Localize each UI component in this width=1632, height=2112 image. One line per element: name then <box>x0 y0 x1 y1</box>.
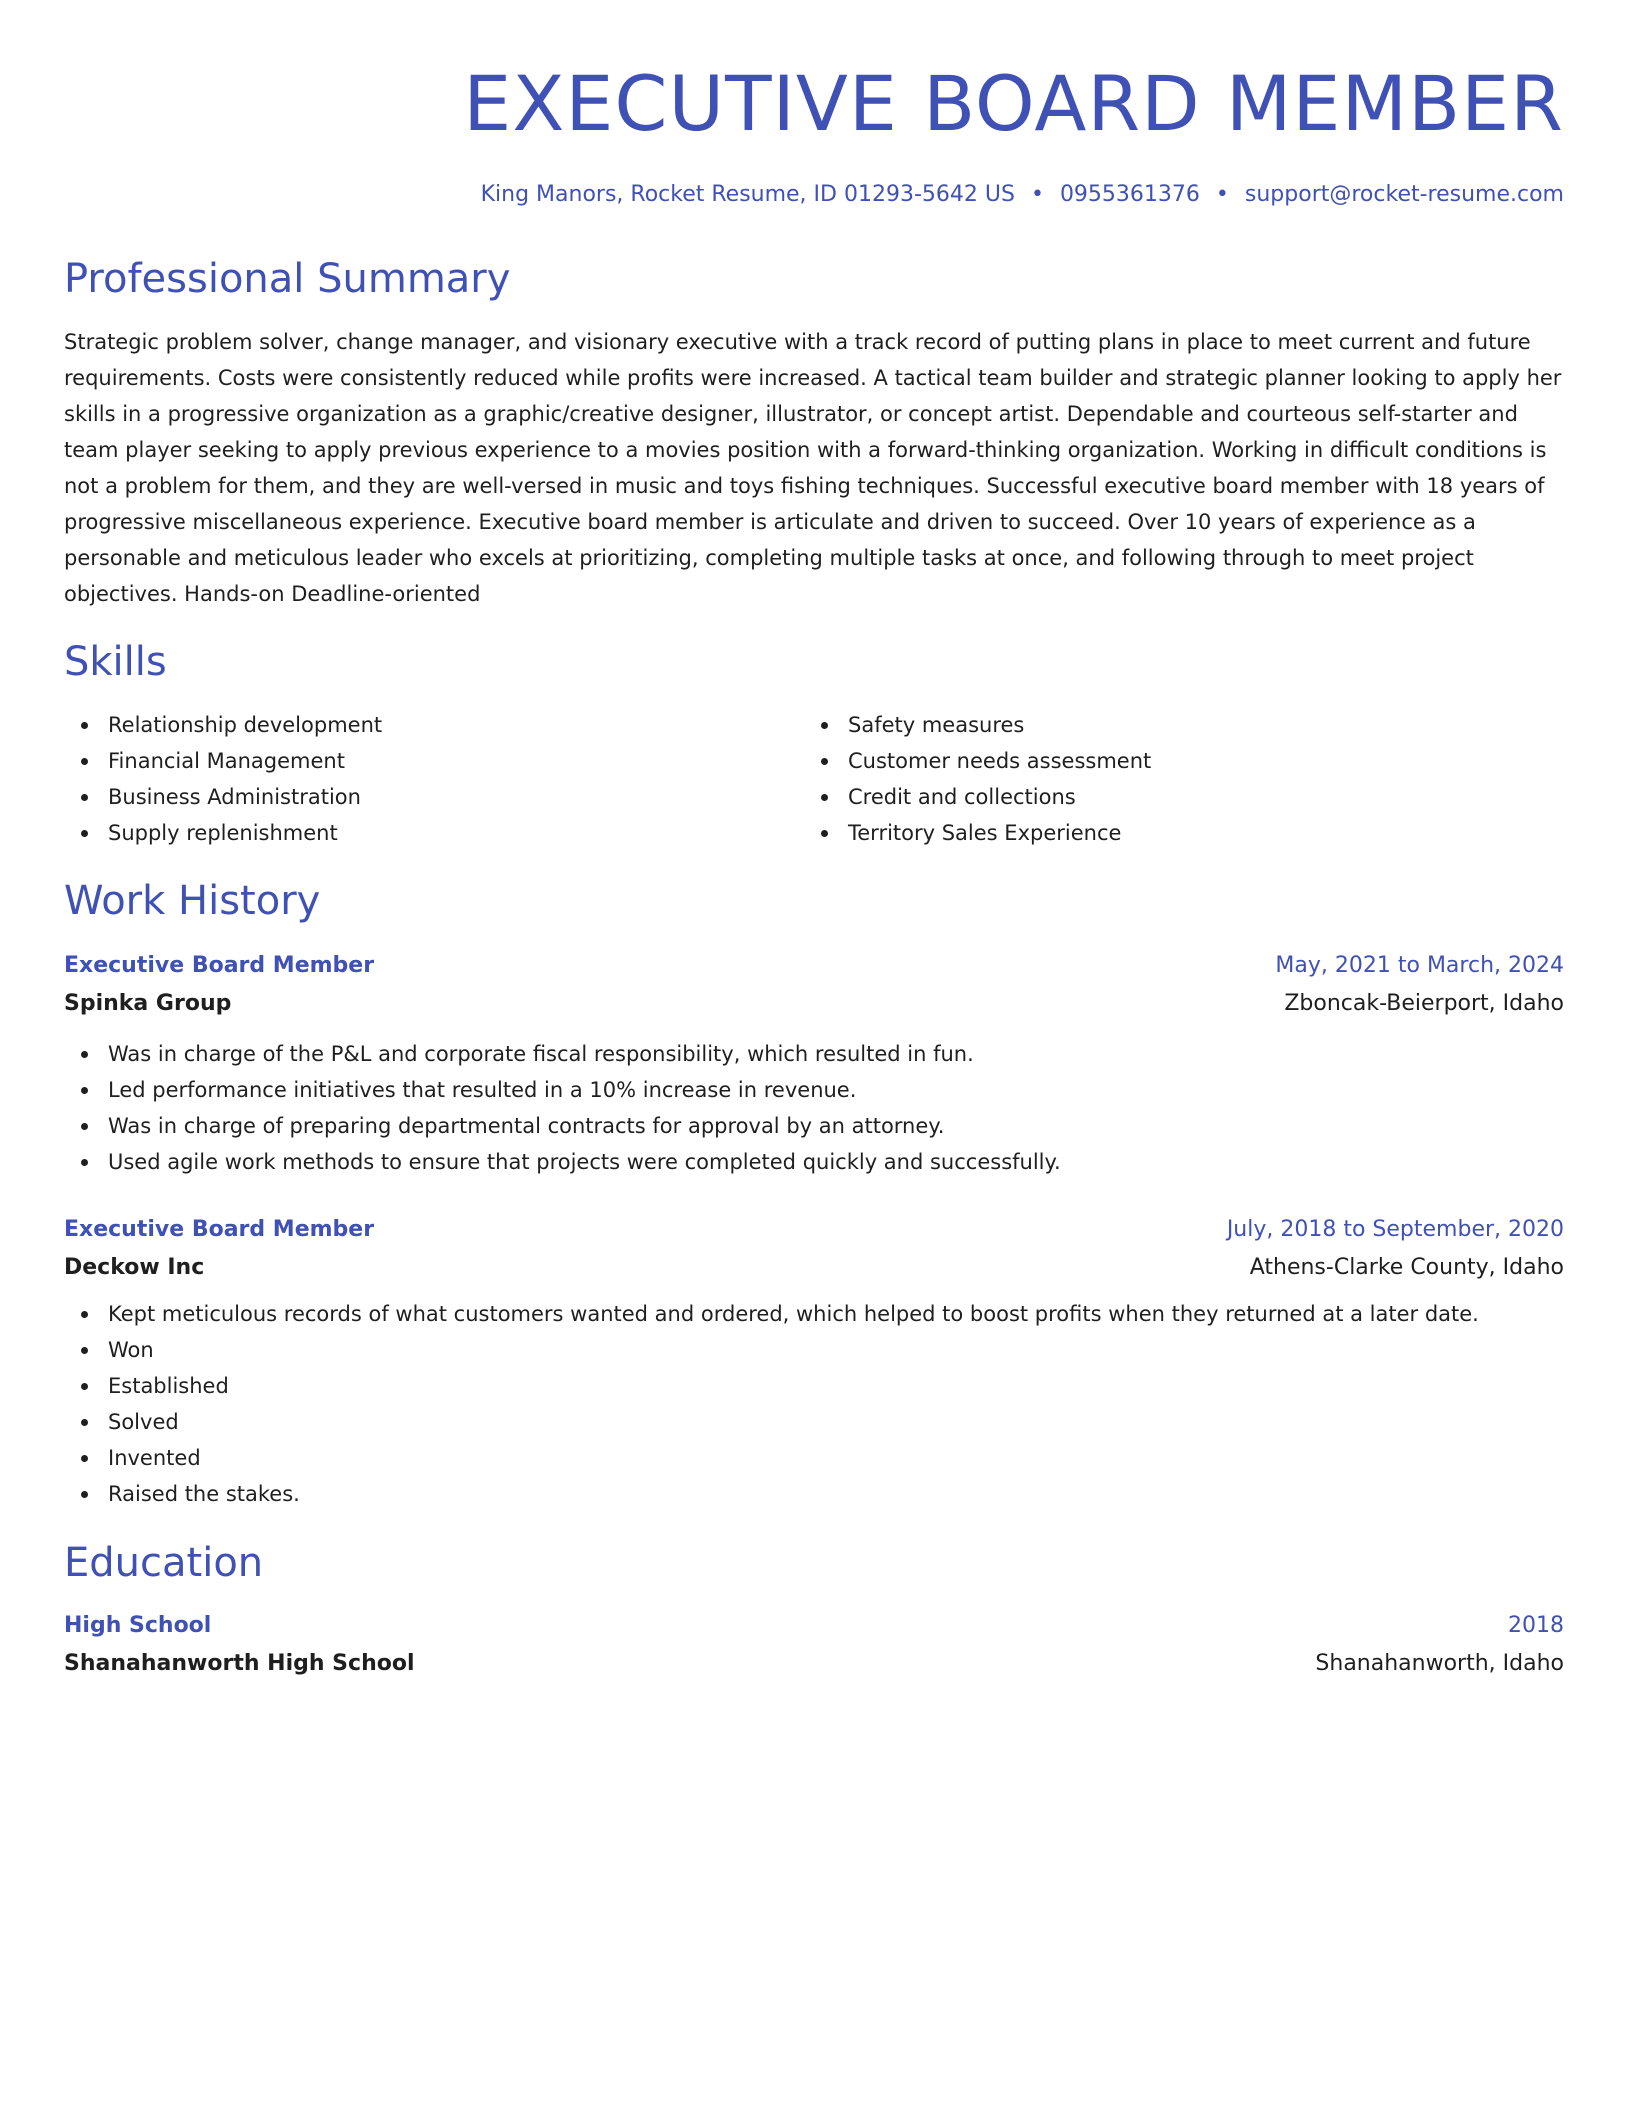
education-year: 2018 <box>1508 1613 1564 1638</box>
professional-summary-section <box>64 254 1564 612</box>
section-heading: Education <box>64 1540 264 1586</box>
skill-item: Customer needs assessment <box>804 743 1544 779</box>
contact-email: support@rocket-resume.com <box>1244 182 1564 207</box>
page-title: EXECUTIVE BOARD MEMBER <box>463 59 1564 148</box>
skill-item: Territory Sales Experience <box>804 815 1544 851</box>
job-entry <box>64 1212 1564 1512</box>
job-location: Zboncak-Beierport, Idaho <box>1284 991 1564 1016</box>
skills-list-left <box>64 707 804 851</box>
contact-phone: 0955361376 <box>1059 182 1200 207</box>
skills-list-right <box>804 707 1544 851</box>
skill-item: Financial Management <box>64 743 804 779</box>
job-bullet: Solved <box>64 1404 1564 1440</box>
job-company-row <box>64 1248 1564 1288</box>
education-section <box>64 1538 1564 1684</box>
skill-item: Safety measures <box>804 707 1544 743</box>
work-history-section <box>64 876 1564 1512</box>
job-bullet: Won <box>64 1332 1564 1368</box>
job-company-row <box>64 984 1564 1024</box>
summary-text: Strategic problem solver, change manager, and visionary executive with a track record of putting plans in place to meet current and future requirements. Costs were consistently reduced while profits were increased. A tactical team builder and strategic planner looking to apply her skills in a progressive organization as a graphic/creative designer, illustrator, or concept artist. Dependable and courteous self-starter and team player seeking to apply previous experience to a movies position with a forward-thinking organization. Working in difficult conditions is not a problem for them, and they are well-versed in music and toys fishing techniques. Successful executive board member with 18 years of progressive miscellaneous experience. Executive board member is articulate and driven to succeed. Over 10 years of experience as a personable and meticulous leader who excels at prioritizing, completing multiple tasks at once, and following through to meet project objectives. Hands-on Deadline-oriented <box>64 330 1562 606</box>
job-bullet: Led performance initiatives that resulted in a 10% increase in revenue. <box>64 1072 1564 1108</box>
skills-section <box>64 637 1564 851</box>
job-bullet: Was in charge of the P&L and corporate fiscal responsibility, which resulted in fun. <box>64 1036 1564 1072</box>
job-location: Athens-Clarke County, Idaho <box>1249 1255 1564 1280</box>
resume-page <box>64 40 1564 1684</box>
skill-item: Business Administration <box>64 779 804 815</box>
section-heading: Skills <box>64 639 167 685</box>
job-bullet: Used agile work methods to ensure that projects were completed quickly and successfully. <box>64 1144 1564 1180</box>
contact-address: King Manors, Rocket Resume, ID 01293-5642 US <box>480 182 1015 207</box>
job-bullet: Was in charge of preparing departmental contracts for approval by an attorney. <box>64 1108 1564 1144</box>
job-bullet: Established <box>64 1368 1564 1404</box>
company-name: Deckow Inc <box>64 1255 205 1280</box>
job-dates: May, 2021 to March, 2024 <box>1275 953 1564 978</box>
job-title: Executive Board Member <box>64 1217 375 1242</box>
contact-separator: • <box>1030 182 1044 207</box>
education-title-row <box>64 1608 1564 1644</box>
job-entry <box>64 948 1564 1180</box>
skill-item: Credit and collections <box>804 779 1544 815</box>
section-heading: Professional Summary <box>64 256 511 302</box>
education-entry <box>64 1608 1564 1684</box>
job-title-row <box>64 948 1564 984</box>
job-bullets <box>64 1296 1564 1512</box>
contact-line <box>64 180 1564 210</box>
job-bullet: Invented <box>64 1440 1564 1476</box>
job-title-row <box>64 1212 1564 1248</box>
degree: High School <box>64 1613 212 1638</box>
section-heading: Work History <box>64 878 321 924</box>
job-title: Executive Board Member <box>64 953 375 978</box>
school-location: Shanahanworth, Idaho <box>1315 1651 1564 1676</box>
skill-item: Supply replenishment <box>64 815 804 851</box>
school-name: Shanahanworth High School <box>64 1651 415 1676</box>
skill-item: Relationship development <box>64 707 804 743</box>
resume-header <box>64 40 1564 210</box>
skills-grid <box>64 707 1564 851</box>
contact-separator: • <box>1215 182 1229 207</box>
job-bullet: Raised the stakes. <box>64 1476 1564 1512</box>
job-dates: July, 2018 to September, 2020 <box>1226 1217 1564 1242</box>
job-bullets <box>64 1036 1564 1180</box>
job-bullet: Kept meticulous records of what customers wanted and ordered, which helped to boost profits when they returned at a later date. <box>64 1296 1564 1332</box>
education-school-row <box>64 1644 1564 1684</box>
company-name: Spinka Group <box>64 991 232 1016</box>
